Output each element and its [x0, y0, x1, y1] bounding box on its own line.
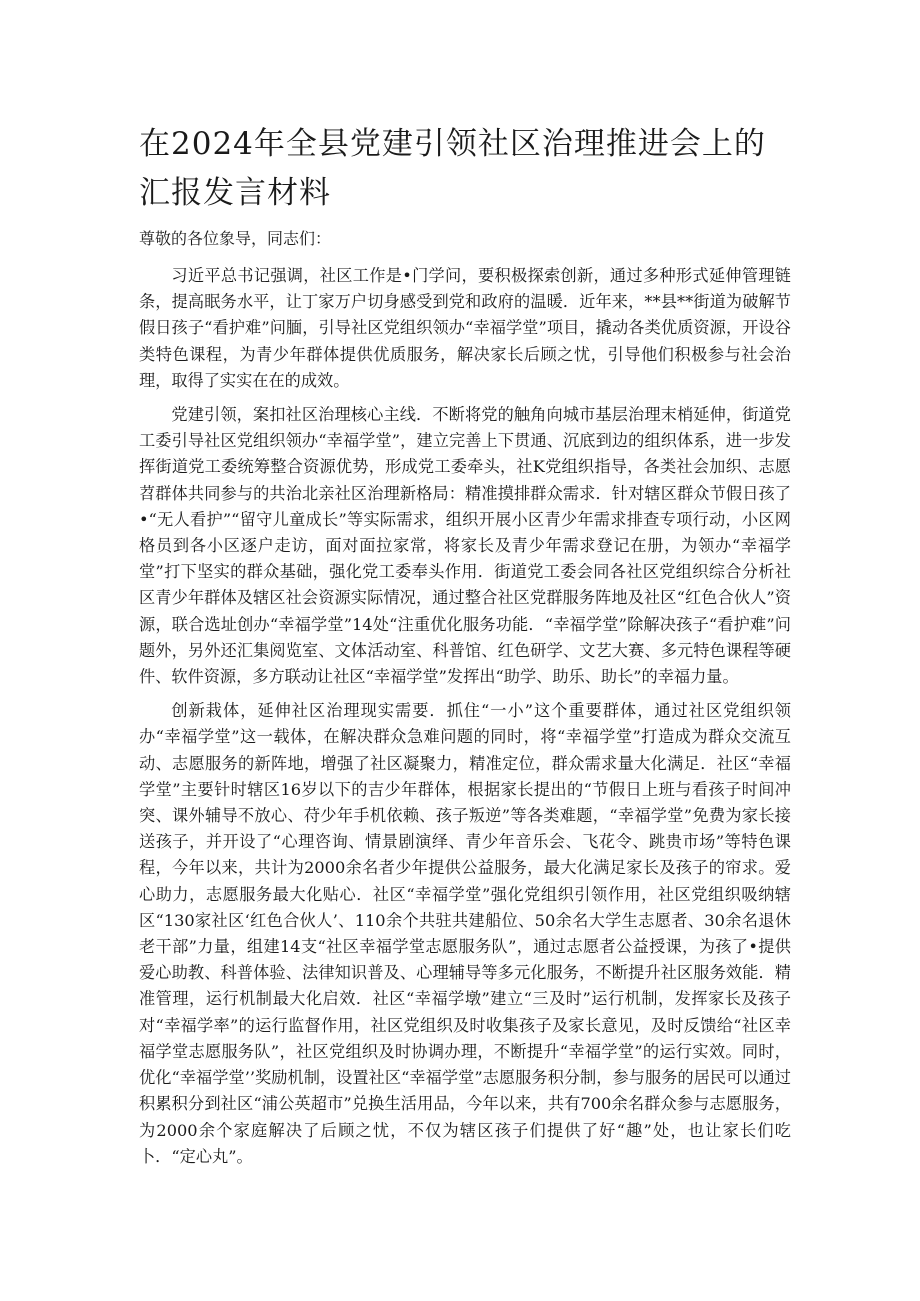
paragraph-innovation-carrier: 创新栽体，延伸社区治理现实需要．抓住“一小”这个重要群体，通过社区党组织领办“幸福学堂”这一载体，在解决群众急难问题的同时，将“幸福学堂”打造成为群众交流互动、志愿服务的新阵地，增强了社区凝聚力，精准定位，群众需求量大化满足．社区“幸福学堂”主要针时辖区16岁以下的吉少年群体，根据家长提出的“节假日上班与看孩子时间冲突、课外辅导不放心、苻少年手机依赖、孩子叛逆”等各类难题，“幸福学堂”免费为家长接送孩子，并开设了“心理咨询、情景剧演绎、青少年音乐会、飞花令、跳贵市场”等特色课程，今年以来，共计为2000余名者少年提供公益服务，最大化满足家长及孩子的帘求。爱心助力，志愿服务最大化贴心．社区“幸福学堂”强化党组织引领作用，社区党组织吸纳辖区“130家社区‘红色合伙人’、110余个共驻共建船位、50余名大学生志愿者、30余名退休老干部”力量，组建14支“社区幸福学堂志愿服务队”，通过志愿者公益授课，为孩了•提供爱心助教、科普体验、法律知识普及、心理辅导等多元化服务，不断提升社区服务效能．精准管理，运行机制最大化启效．社区“幸福学墩”建立“三及时”运行机制，发挥家长及孩子对“幸福学率”的运行监督作用，社区党组织及时收集孩子及家长意见，及时反馈给“社区幸福学堂志愿服务队”，社区党组织及时协调办理，不断提升“幸福学堂”的运行实效。同时，优化“幸福学堂’’奖励机制，设置社区“幸福学堂”志愿服务积分制，参与服务的居民可以通过积累积分到社区“浦公英超市”兑换生活用品，今年以来，共有700余名群众参与志愿服务，为2000余个家庭解决了后顾之忧，不仅为辖区孩子们提供了好“趣”处，也让家长们吃卜．“定心丸”。	[139, 701, 791, 1166]
document-body	[139, 225, 791, 1178]
salutation: 尊敬的各位象导，同志们：	[139, 229, 332, 248]
document-title: 在2024年全县党建引领社区治理推进会上的汇报发言材料	[139, 126, 766, 211]
paragraph-party-leadership: 党建引领，案扣社区治理核心主线．不断将党的触角向城市基层治理末梢延伸，街道党工委引导社区党组织领办“幸福学堂”，建立完善上下贯通、沉底到边的组织体系，进一步发挥街道党工委统筹整合资源优势，形成党工委牵头，社K党组织指导，各类社会加织、志愿苕群体共同参与的共治北亲社区治理新格局：精准摸排群众需求．针对辖区群众节假日孩了•“无人看护”“留守儿童成长”等实际需求，组织开展小区青少年需求排查专项行动，小区网格员到各小区逐户走访，面对面拉家常，将家长及青少年需求登记在册，为领办“幸福学堂”打下坚实的群众基础，强化党工委奉头作用．街道党工委会同各社区党组织综合分析社区青少年群体及辖区社会资源实际情况，通过整合社区党群服务阵地及社区“红色合伙人”资源，联合选址创办“幸福学堂”14处“注重优化服务功能．“幸福学堂”除解决孩子“看护难”问题外，另外还汇集阅览室、文体活动室、科普馆、红色研学、文艺大赛、多元特色课程等硬件、软件资源，多方联动让社区“幸福学堂”发挥出“助学、助乐、助长”的幸福力量。	[139, 405, 791, 687]
paragraph-intro: 习近平总书记强调，社区工作是•门学问，要积极探索创新，通过多种形式延伸管理链条，提高眠务水平，让丁家万户切身感受到党和政府的温暖．近年来，**县**街道为破解节假日孩子“看护难”问腼，引导社区党组织领办“幸福学堂”项目，撬动各类优质资源，开设谷类特色课程，为青少年群体提供优质服务，解决家长后顾之忧，引导他们积极参与社会治理，取得了实实在在的成效。	[139, 266, 791, 390]
